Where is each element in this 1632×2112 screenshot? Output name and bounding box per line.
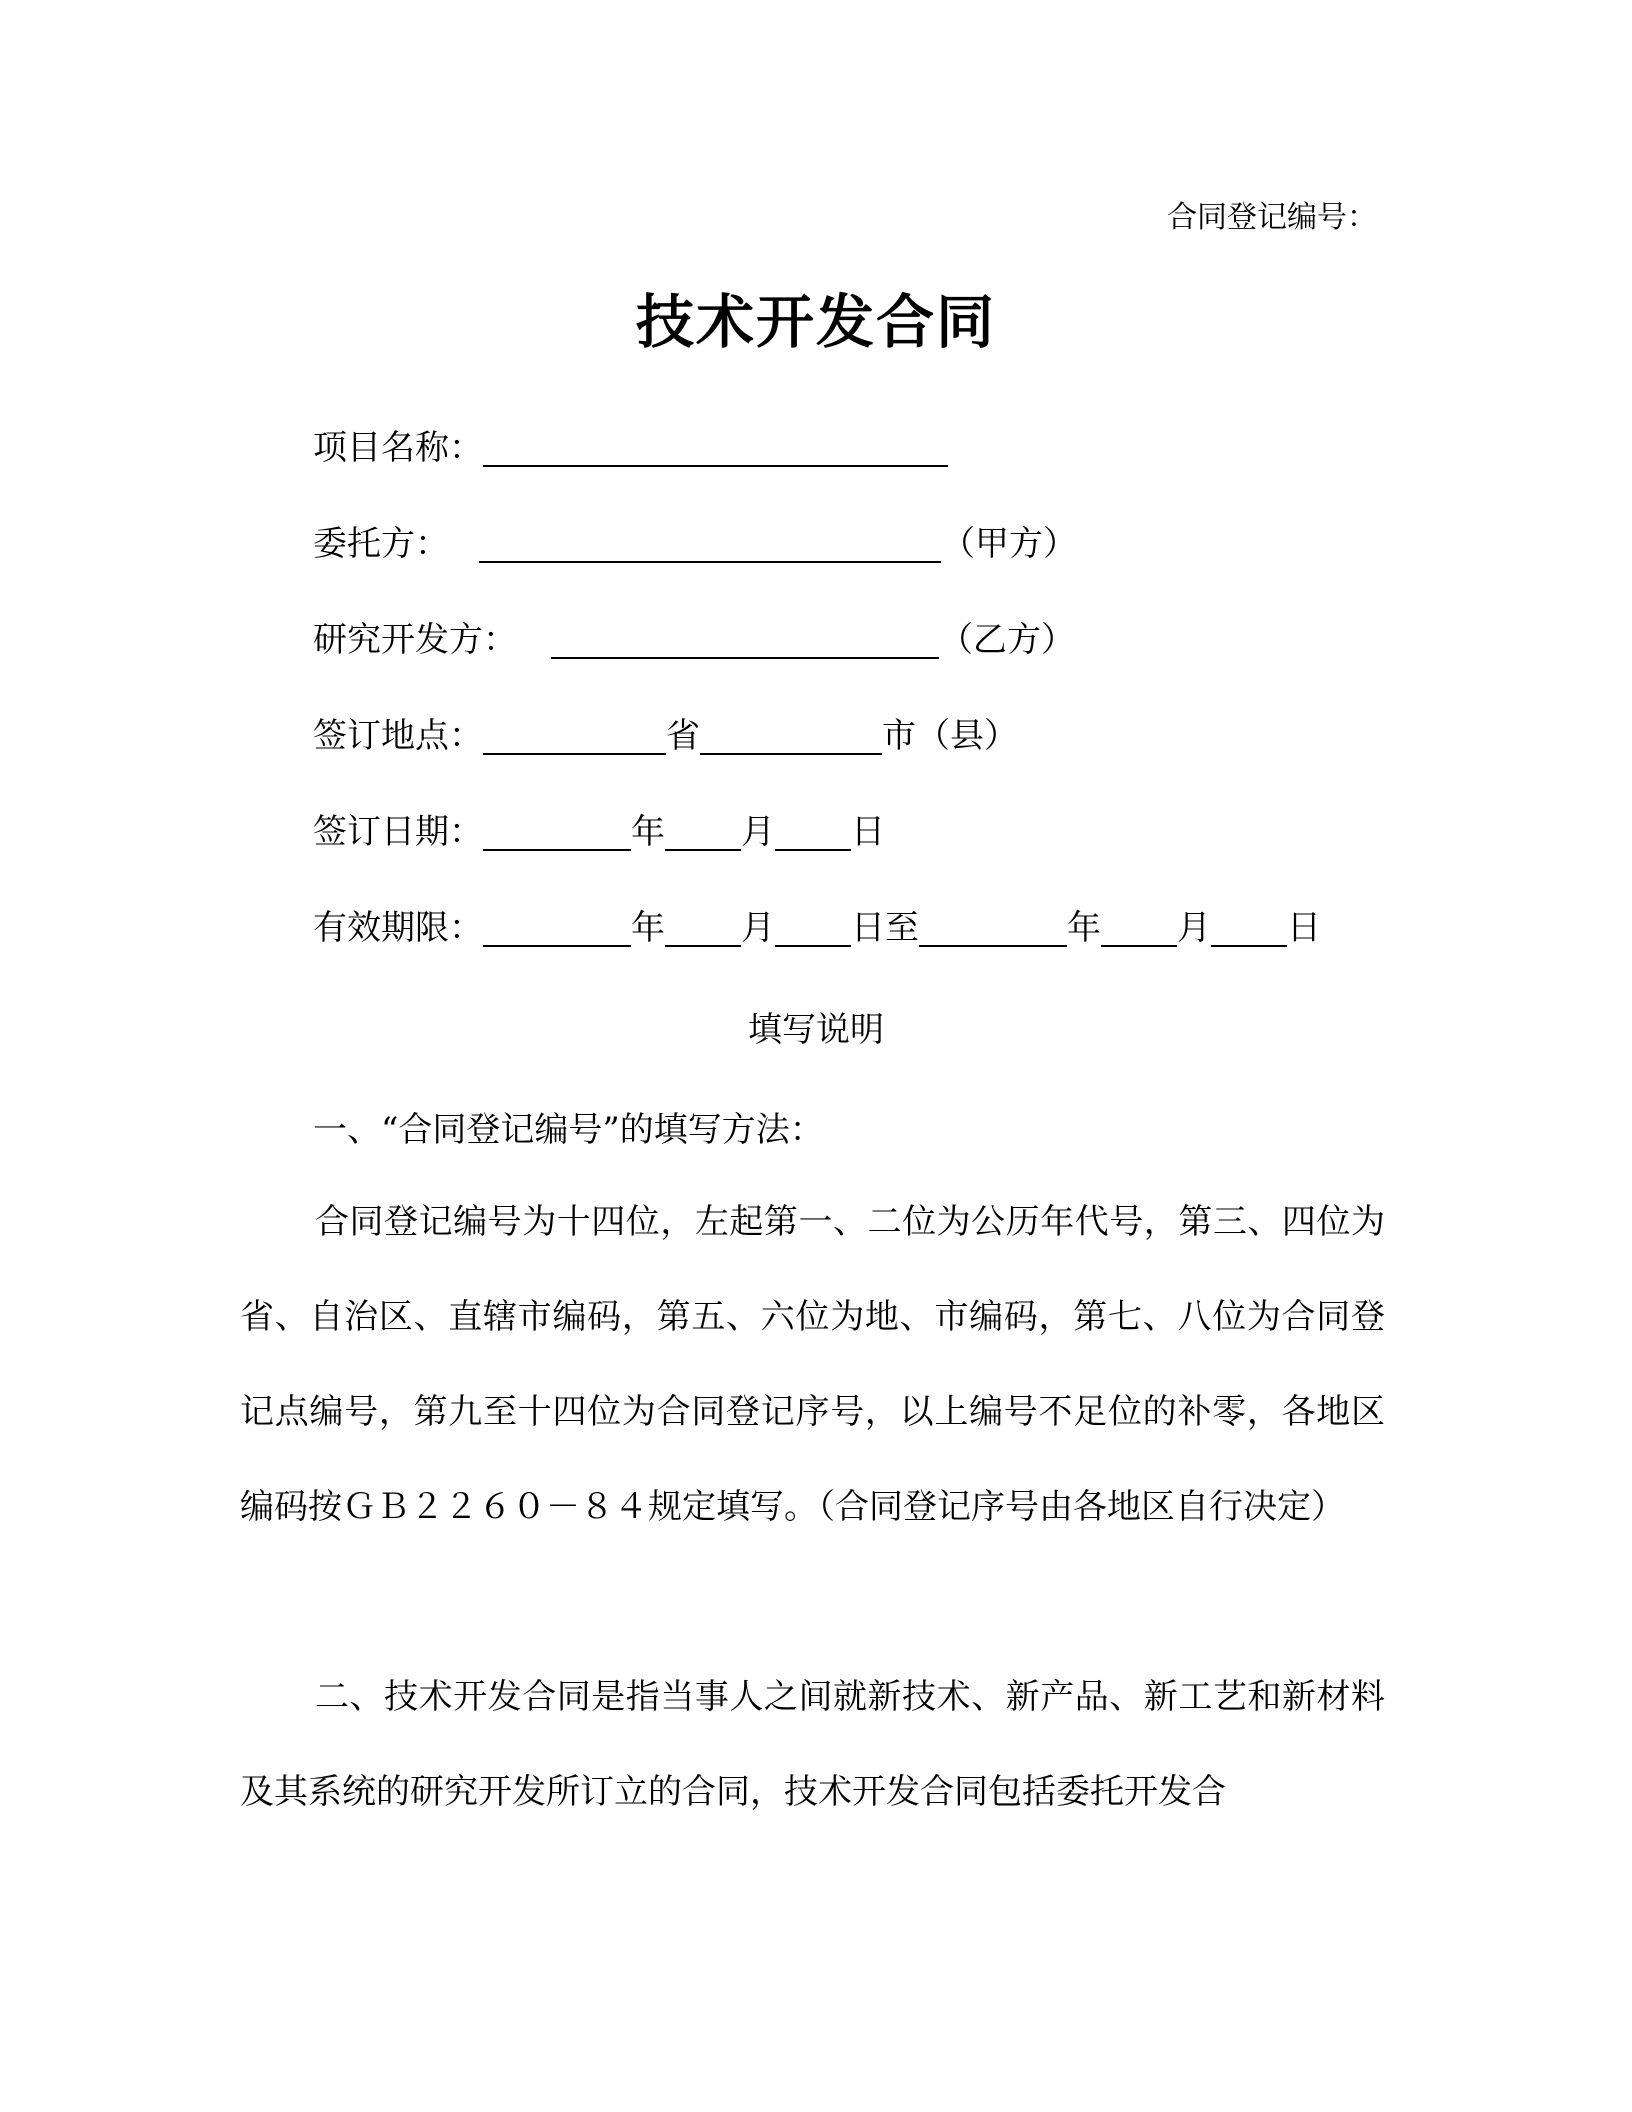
sign-year-blank[interactable] (483, 811, 631, 851)
sign-month-label: 月 (741, 812, 775, 852)
developer-blank[interactable] (551, 619, 939, 659)
sign-place-label: 签订地点： (313, 716, 483, 756)
city-county-label: 市（县） (882, 716, 1018, 756)
city-blank[interactable] (700, 715, 882, 755)
validity-end-year-blank[interactable] (919, 907, 1067, 947)
sign-place-row (313, 711, 1018, 761)
developer-row (313, 615, 1075, 665)
sign-month-blank[interactable] (665, 811, 741, 851)
project-name-blank[interactable] (483, 427, 948, 467)
document-title: 技术开发合同 (635, 288, 996, 356)
developer-label: 研究开发方： (313, 620, 517, 660)
validity-end-year-label: 年 (1067, 908, 1101, 948)
instructions-heading: 填写说明 (748, 1010, 884, 1050)
sign-day-blank[interactable] (775, 811, 851, 851)
validity-start-day-blank[interactable] (775, 907, 851, 947)
validity-start-year-label: 年 (631, 908, 665, 948)
sign-date-label: 签订日期： (313, 812, 483, 852)
validity-start-year-blank[interactable] (483, 907, 631, 947)
province-label: 省 (666, 716, 700, 756)
validity-label: 有效期限： (313, 908, 483, 948)
validity-start-month-label: 月 (741, 908, 775, 948)
province-blank[interactable] (483, 715, 666, 755)
validity-end-day-label: 日 (1287, 908, 1321, 948)
sign-date-row (313, 807, 885, 857)
instruction-item2-body: 二、技术开发合同是指当事人之间就新技术、新产品、新工艺和新材料及其系统的研究开发所订立的合同，技术开发合同包括委托开发合 (240, 1677, 1385, 1812)
validity-end-day-blank[interactable] (1211, 907, 1287, 947)
validity-start-day-to-label: 日至 (851, 908, 919, 948)
project-name-label: 项目名称： (313, 428, 483, 468)
validity-row (313, 903, 1321, 953)
project-name-row (313, 423, 948, 473)
developer-suffix: （乙方） (939, 620, 1075, 660)
validity-end-month-label: 月 (1177, 908, 1211, 948)
sign-day-label: 日 (851, 812, 885, 852)
sign-year-label: 年 (631, 812, 665, 852)
client-row (313, 519, 1077, 569)
validity-start-month-blank[interactable] (665, 907, 741, 947)
contract-registration-number-label: 合同登记编号： (1167, 200, 1377, 235)
instruction-item1-title: 一、“合同登记编号”的填写方法： (313, 1110, 824, 1150)
client-label: 委托方： (313, 524, 449, 564)
client-suffix: （甲方） (941, 524, 1077, 564)
client-blank[interactable] (479, 523, 941, 563)
instruction-item1-body: 合同登记编号为十四位，左起第一、二位为公历年代号，第三、四位为省、自治区、直辖市编码，第五、六位为地、市编码，第七、八位为合同登记点编号，第九至十四位为合同登记序号，以上编号不足位的补零，各地区编码按ＧＢ２２６０－８４规定填写。（合同登记序号由各地区自行决定） (240, 1202, 1385, 1527)
validity-end-month-blank[interactable] (1101, 907, 1177, 947)
